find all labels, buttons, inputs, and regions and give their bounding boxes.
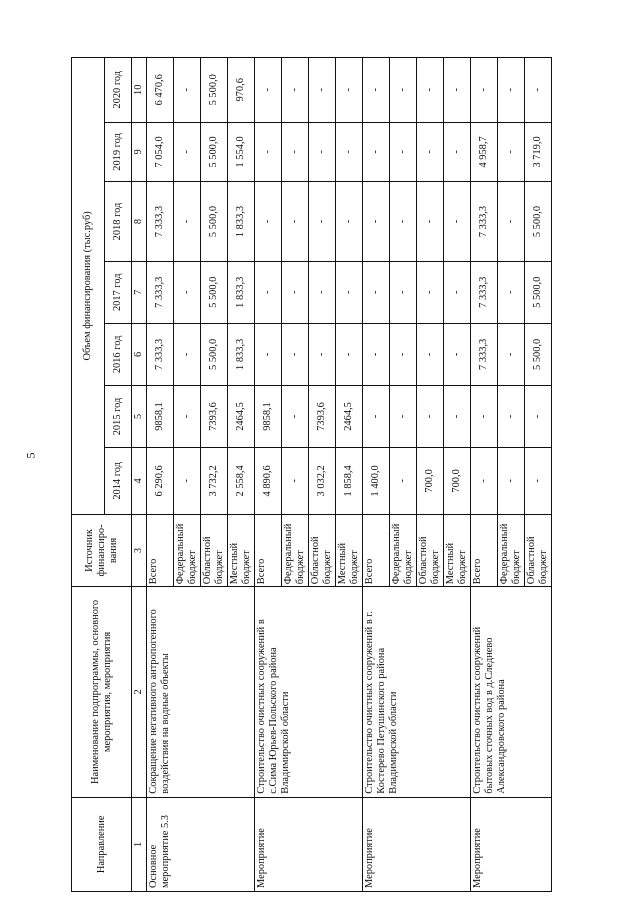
value-cell: 2464,5 [336,385,363,447]
value-cell: - [498,323,525,385]
table-row [363,58,390,892]
value-cell: - [255,182,282,261]
value-cell: - [471,385,498,447]
direction-cell: Мероприятие [255,797,363,891]
value-cell: - [363,58,390,123]
funding-source-cell: Местный бюджет [228,514,255,586]
value-cell: - [282,182,309,261]
value-cell: 7 333,3 [471,323,498,385]
value-cell: - [174,58,201,123]
column-index: 7 [132,261,147,323]
value-cell: 4 890,6 [255,448,282,515]
funding-source-cell: Всего [471,514,498,586]
header-funding: Объем финансирования (тыс.руб) [72,58,105,515]
value-cell: - [309,261,336,323]
column-index: 6 [132,323,147,385]
funding-source-cell: Областной бюджет [201,514,228,586]
value-cell: - [390,323,417,385]
value-cell: - [255,58,282,123]
value-cell: - [309,58,336,123]
value-cell: - [309,182,336,261]
funding-source-cell: Федеральный бюджет [282,514,309,586]
value-cell: - [336,58,363,123]
value-cell: 7393,6 [201,385,228,447]
table-row [471,58,498,892]
value-cell: - [255,323,282,385]
column-index: 5 [132,385,147,447]
value-cell: 7 333,3 [147,182,174,261]
value-cell: 3 032,2 [309,448,336,515]
value-cell: 1 400,0 [363,448,390,515]
value-cell: 970,6 [228,58,255,123]
year-header: 2019 год [105,122,132,182]
year-header: 2016 год [105,323,132,385]
value-cell: - [390,182,417,261]
value-cell: 7 333,3 [147,323,174,385]
column-index: 8 [132,182,147,261]
value-cell: 5 500,0 [201,122,228,182]
value-cell: 2464,5 [228,385,255,447]
value-cell: - [174,182,201,261]
value-cell: - [390,448,417,515]
value-cell: - [498,58,525,123]
value-cell: - [255,122,282,182]
value-cell: 7 054,0 [147,122,174,182]
year-header: 2018 год [105,182,132,261]
column-index: 9 [132,122,147,182]
page-number: 5 [23,452,38,459]
value-cell: - [174,261,201,323]
value-cell: - [444,58,471,123]
value-cell: 1 833,3 [228,182,255,261]
value-cell: - [498,385,525,447]
column-index: 2 [132,587,147,798]
value-cell: - [282,261,309,323]
value-cell: 5 500,0 [525,182,552,261]
funding-table [71,57,552,892]
value-cell: - [444,182,471,261]
value-cell: - [525,385,552,447]
value-cell: - [363,323,390,385]
value-cell: 5 500,0 [201,261,228,323]
value-cell: - [471,448,498,515]
value-cell: - [390,122,417,182]
value-cell: 6 470,6 [147,58,174,123]
column-index: 1 [132,797,147,891]
value-cell: - [336,182,363,261]
rotated-table-wrapper [71,57,564,892]
value-cell: - [336,261,363,323]
funding-source-cell: Областной бюджет [525,514,552,586]
value-cell: - [309,323,336,385]
value-cell: 700,0 [444,448,471,515]
year-header: 2017 год [105,261,132,323]
value-cell: - [309,122,336,182]
value-cell: - [363,122,390,182]
value-cell: 5 500,0 [525,261,552,323]
value-cell: - [498,261,525,323]
value-cell: 7 333,3 [471,182,498,261]
value-cell: - [417,58,444,123]
value-cell: - [417,323,444,385]
value-cell: 6 290,6 [147,448,174,515]
value-cell: 7393,6 [309,385,336,447]
value-cell: - [498,448,525,515]
value-cell: 1 833,3 [228,323,255,385]
direction-cell: Мероприятие [363,797,471,891]
table-row [147,58,174,892]
column-index: 3 [132,514,147,586]
funding-source-cell: Федеральный бюджет [390,514,417,586]
value-cell: - [444,323,471,385]
value-cell: - [390,385,417,447]
column-index: 10 [132,58,147,123]
year-header: 2015 год [105,385,132,447]
value-cell: 3 719,0 [525,122,552,182]
value-cell: 5 500,0 [201,182,228,261]
funding-source-cell: Всего [255,514,282,586]
value-cell: 4 958,7 [471,122,498,182]
table-row [255,58,282,892]
value-cell: 7 333,3 [147,261,174,323]
value-cell: 5 500,0 [201,58,228,123]
funding-source-cell: Местный бюджет [444,514,471,586]
value-cell: - [417,385,444,447]
value-cell: - [417,261,444,323]
value-cell: - [282,323,309,385]
value-cell: 1 554,0 [228,122,255,182]
value-cell: - [363,385,390,447]
value-cell: - [174,385,201,447]
value-cell: - [363,261,390,323]
value-cell: - [336,323,363,385]
value-cell: - [417,122,444,182]
direction-cell: Основное мероприятие 5.3 [147,797,255,891]
value-cell: - [498,122,525,182]
value-cell: - [174,448,201,515]
value-cell: 1 858,4 [336,448,363,515]
value-cell: 3 732,2 [201,448,228,515]
header-name: Наименование подпрограммы, основного мероприятия, мероприятия [72,587,132,798]
direction-cell: Мероприятие [471,797,552,891]
measure-name-cell: Строительство очистных сооружений бытовых сточных вод в д.Следнево Александровского района [471,587,552,798]
value-cell: - [255,261,282,323]
value-cell: 2 558,4 [228,448,255,515]
value-cell: 1 833,3 [228,261,255,323]
measure-name-cell: Сокращение негативного антропогенного воздействия на водные объекты [147,587,255,798]
measure-name-cell: Строительство очистных сооружений в г. Костерево Петушинского района Владимирской области [363,587,471,798]
value-cell: - [525,58,552,123]
value-cell: - [498,182,525,261]
value-cell: - [525,448,552,515]
value-cell: - [390,261,417,323]
value-cell: 700,0 [417,448,444,515]
year-header: 2020 год [105,58,132,123]
funding-source-cell: Областной бюджет [309,514,336,586]
value-cell: - [336,122,363,182]
value-cell: - [471,58,498,123]
funding-source-cell: Областной бюджет [417,514,444,586]
funding-source-cell: Всего [363,514,390,586]
value-cell: - [174,122,201,182]
value-cell: - [363,182,390,261]
value-cell: - [282,448,309,515]
value-cell: 5 500,0 [525,323,552,385]
value-cell: 7 333,3 [471,261,498,323]
value-cell: 9858,1 [147,385,174,447]
funding-source-cell: Федеральный бюджет [174,514,201,586]
value-cell: - [444,122,471,182]
header-direction: Направление [72,797,132,891]
value-cell: - [444,385,471,447]
funding-source-cell: Местный бюджет [336,514,363,586]
value-cell: - [444,261,471,323]
value-cell: - [390,58,417,123]
value-cell: - [282,58,309,123]
value-cell: 9858,1 [255,385,282,447]
column-index: 4 [132,448,147,515]
value-cell: - [282,385,309,447]
value-cell: - [282,122,309,182]
funding-source-cell: Всего [147,514,174,586]
funding-source-cell: Федеральный бюджет [498,514,525,586]
measure-name-cell: Строительство очистных сооружений в с.Сима Юрьев-Польского района Владимирской области [255,587,363,798]
value-cell: - [174,323,201,385]
value-cell: 5 500,0 [201,323,228,385]
value-cell: - [417,182,444,261]
year-header: 2014 год [105,448,132,515]
header-source: Источник финансиро-вания [72,514,132,586]
